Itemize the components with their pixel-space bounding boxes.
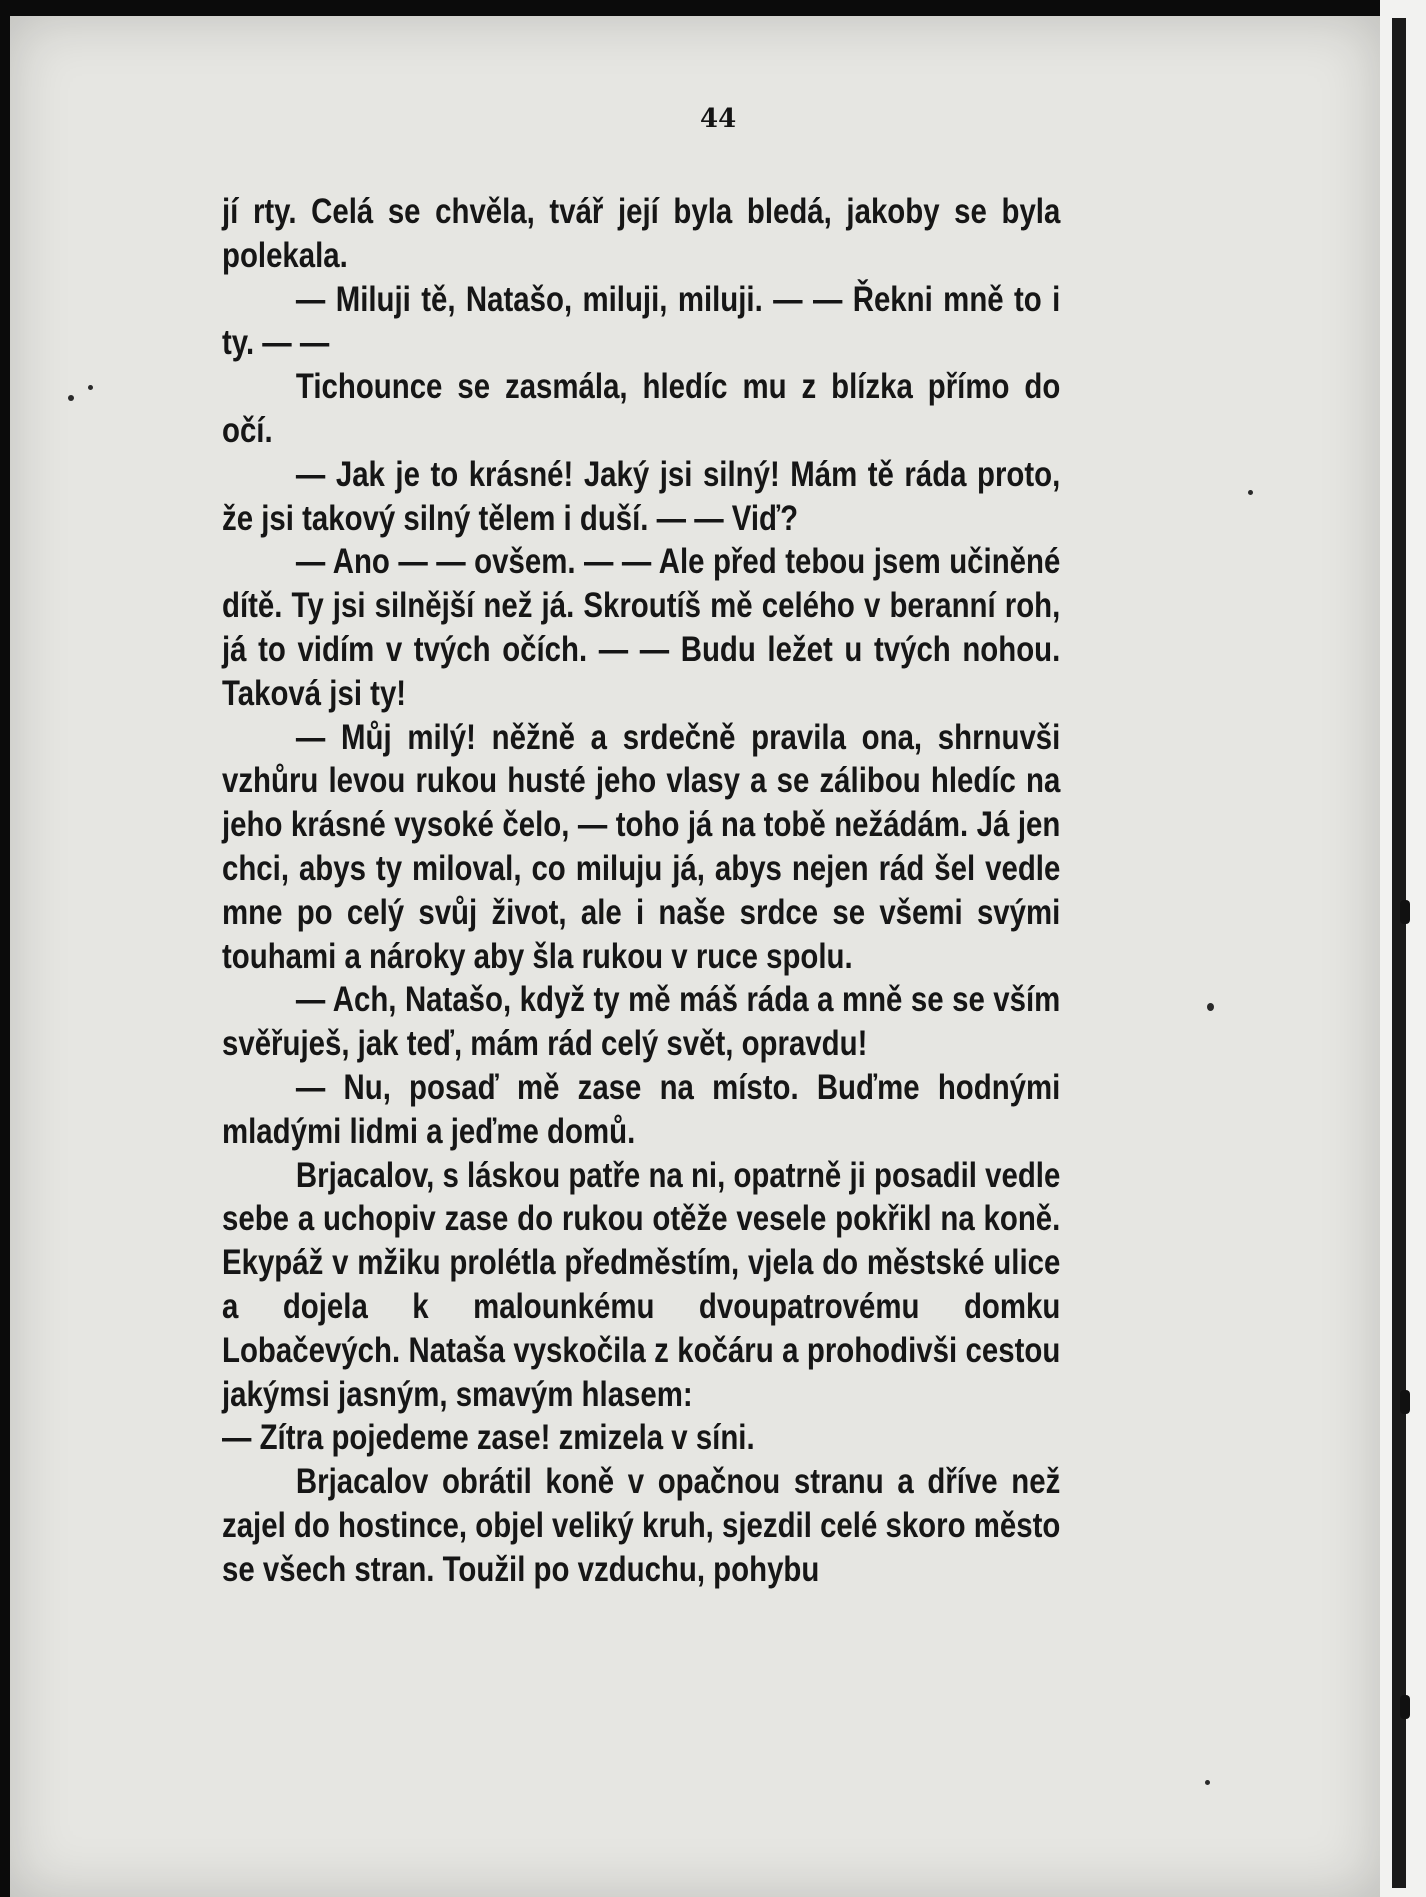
paragraph: — Nu, posaď mě zase na místo. Buďme hodnými mladými lidmi a jeďme domů. (222, 1067, 1061, 1151)
paragraph: Brjacalov, s láskou patře na ni, opatrně ji posadil vedle sebe a uchopiv zase do rukou otěže vesele pokřikl na koně. Ekypáž v mžiku prolétla předměstím, vjela do městské ulice a dojela k malounkému dvoupatrovému domku Lobačevých. Nataša vyskočila z kočáru a prohodivši cestou jakýmsi jasným, smavým hlasem: (222, 1155, 1061, 1414)
paragraph: — Miluji tě, Natašo, miluji, miluji. — — Řekni mně to i ty. — — (222, 279, 1061, 363)
paragraph: jí rty. Celá se chvěla, tvář její byla bledá, jakoby se byla polekala. (222, 192, 1061, 275)
paragraph: Brjacalov obrátil koně v opačnou stranu a dříve než zajel do hostince, objel veliký kruh, sjezdil celé skoro město se všech stran. Toužil po vzduchu, pohybu (222, 1462, 1061, 1589)
spine-mark (1400, 1695, 1410, 1719)
spine-edge (1392, 18, 1406, 1888)
spine-mark (1400, 1390, 1410, 1414)
paragraph: — Zítra pojedeme zase! zmizela v síni. (222, 1418, 755, 1458)
paragraph: — Ano — — ovšem. — — Ale před tebou jsem učiněné dítě. Ty jsi silnější než já. Skroutíš mě celého v beranní roh, já to vidím v tvých očích. — — Budu ležet u tvých nohou. Taková jsi ty! (222, 542, 1061, 713)
spine-mark (1400, 900, 1410, 924)
page-text (222, 190, 1060, 1592)
page-number: 44 (700, 104, 737, 134)
paragraph: — Můj milý! něžně a srdečně pravila ona, shrnuvši vzhůru levou rukou husté jeho vlasy a se zálibou hledíc na jeho krásné vysoké čelo, — toho já na tobě nežádám. Já jen chci, abys ty miloval, co miluju já, abys nejen rád šel vedle mne po celý svůj život, ale i naše srdce se všemi svými touhami a nároky aby šla rukou v ruce spolu. (222, 717, 1061, 976)
paragraph: — Ach, Natašo, když ty mě máš ráda a mně se se vším svěřuješ, jak teď, mám rád celý svět, opravdu! (222, 980, 1061, 1064)
speck (1205, 1780, 1210, 1785)
speck (88, 385, 93, 390)
speck (1207, 1003, 1214, 1011)
speck (1248, 490, 1253, 495)
speck (68, 395, 74, 401)
paragraph: Tichounce se zasmála, hledíc mu z blízka přímo do očí. (222, 367, 1061, 450)
paragraph: — Jak je to krásné! Jaký jsi silný! Mám tě ráda proto, že jsi takový silný tělem i duší. — — Viď? (222, 454, 1061, 538)
